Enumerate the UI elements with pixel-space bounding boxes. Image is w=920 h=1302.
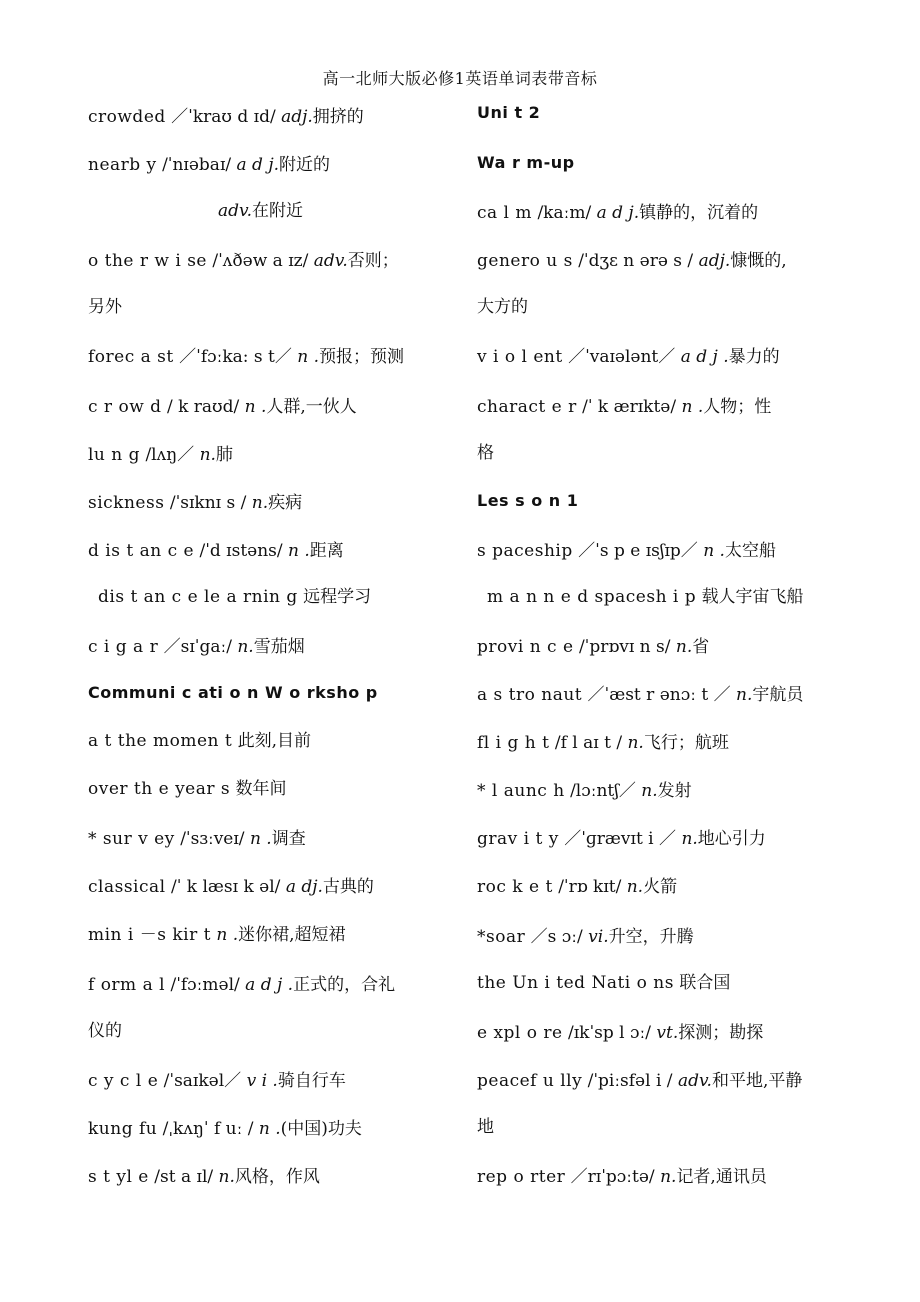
entry-word: Les s o n 1 bbox=[477, 491, 579, 510]
vocab-entry bbox=[88, 924, 346, 946]
entry-phonetic: /ˈpiːsfəl i / bbox=[587, 1071, 673, 1091]
vocab-entry bbox=[477, 202, 758, 224]
entry-pos: a d j . bbox=[680, 347, 729, 367]
entry-meaning: 距离 bbox=[309, 541, 344, 561]
page-title: 高一北师大版必修1英语单词表带音标 bbox=[322, 69, 598, 88]
entry-meaning: 古典的 bbox=[322, 877, 374, 897]
entry-word: provi n c e bbox=[477, 637, 574, 657]
vocab-entry bbox=[218, 200, 303, 222]
entry-meaning: 人群,一伙人 bbox=[266, 397, 357, 417]
entry-meaning: (中国)功夫 bbox=[280, 1119, 362, 1139]
entry-pos: n. bbox=[627, 733, 644, 753]
vocab-entry bbox=[88, 1118, 362, 1140]
entry-meaning: 拥挤的 bbox=[312, 107, 364, 127]
entry-pos: n . bbox=[216, 925, 239, 945]
entry-word: rep o rter bbox=[477, 1167, 566, 1187]
vocab-entry bbox=[88, 876, 374, 898]
entry-pos: n . bbox=[703, 541, 725, 561]
entry-meaning: 正式的，合礼 bbox=[293, 975, 396, 995]
entry-phonetic: /ˌkʌŋˈ f uː / bbox=[162, 1119, 254, 1139]
entry-meaning: 和平地,平静 bbox=[711, 1071, 803, 1091]
entry-word: grav i t y bbox=[477, 829, 559, 849]
vocab-entry bbox=[88, 250, 399, 272]
entry-word: c i g a r bbox=[88, 637, 159, 657]
entry-word: fl i g h t bbox=[477, 733, 550, 753]
entry-meaning: 此刻,目前 bbox=[237, 731, 312, 751]
entry-phonetic: /ˈsɪknɪ s / bbox=[169, 493, 247, 513]
entry-word: ca l m bbox=[477, 203, 533, 223]
entry-pos: n. bbox=[218, 1167, 235, 1187]
entry-word: m a n n e d spacesh i p bbox=[487, 587, 697, 607]
entry-pos: n. bbox=[736, 685, 753, 705]
vocab-entry bbox=[88, 974, 395, 996]
entry-word: a t the momen t bbox=[88, 731, 233, 751]
vocab-entry bbox=[487, 586, 804, 608]
vocab-entry bbox=[477, 1116, 494, 1138]
entry-phonetic: /ˈ k læsɪ k əl/ bbox=[170, 877, 281, 897]
vocab-entry bbox=[477, 876, 677, 898]
entry-pos: n. bbox=[675, 637, 693, 657]
vocab-entry bbox=[477, 684, 803, 706]
entry-pos: n. bbox=[660, 1167, 677, 1187]
entry-word: s t yl e bbox=[88, 1167, 149, 1187]
entry-meaning: 人物；性 bbox=[703, 397, 772, 417]
entry-meaning: 镇静的，沉着的 bbox=[639, 203, 759, 223]
entry-phonetic: /st a ɪl/ bbox=[154, 1167, 214, 1187]
entry-meaning: 在附近 bbox=[252, 201, 304, 221]
vocab-entry bbox=[477, 732, 729, 754]
entry-word: crowded bbox=[88, 107, 166, 127]
entry-word: dis t an c e le a rnin g bbox=[98, 587, 298, 607]
entry-word: Uni t 2 bbox=[477, 103, 541, 122]
entry-meaning: 联合国 bbox=[679, 973, 731, 993]
entry-word: e xpl o re bbox=[477, 1023, 563, 1043]
entry-word: c r ow d bbox=[88, 397, 162, 417]
vocab-entry bbox=[477, 636, 709, 658]
entry-word: *soar bbox=[477, 927, 526, 947]
entry-meaning: 太空船 bbox=[724, 541, 776, 561]
vocab-entry bbox=[88, 540, 344, 562]
vocab-entry bbox=[88, 154, 330, 176]
entry-pos: n. bbox=[641, 781, 658, 801]
entry-meaning: 大方的 bbox=[477, 297, 528, 317]
vocab-entry bbox=[477, 1070, 802, 1092]
vocab-entry bbox=[88, 396, 357, 418]
entry-pos: n. bbox=[237, 637, 254, 657]
entry-phonetic: /ˈsɜːveɪ/ bbox=[180, 829, 245, 849]
entry-pos: adj. bbox=[281, 107, 313, 127]
vocab-entry bbox=[88, 778, 287, 800]
vocab-entry bbox=[477, 346, 780, 368]
entry-meaning: 探测；勘探 bbox=[678, 1023, 764, 1043]
entry-meaning: 地 bbox=[477, 1117, 494, 1137]
entry-pos: n. bbox=[626, 877, 644, 897]
section-heading bbox=[477, 102, 540, 124]
entry-meaning: 宇航员 bbox=[752, 685, 804, 705]
entry-word: forec a st bbox=[88, 347, 174, 367]
vocab-entry bbox=[88, 730, 311, 752]
entry-phonetic: /kaːm/ bbox=[537, 203, 592, 223]
entry-meaning: 慷慨的, bbox=[730, 251, 787, 271]
entry-word: min i －s kir t bbox=[88, 925, 211, 945]
section-heading bbox=[477, 490, 578, 512]
entry-word: * l aunc h bbox=[477, 781, 565, 801]
vocab-entry bbox=[88, 636, 305, 658]
entry-meaning: 雪茄烟 bbox=[253, 637, 305, 657]
vocab-entry bbox=[88, 1166, 320, 1188]
vocab-entry bbox=[477, 1166, 767, 1188]
entry-meaning: 飞行；航班 bbox=[643, 733, 729, 753]
entry-word: peacef u lly bbox=[477, 1071, 583, 1091]
entry-meaning: 省 bbox=[692, 637, 710, 657]
vocab-entry bbox=[477, 250, 787, 272]
entry-meaning: 预报；预测 bbox=[319, 347, 405, 367]
entry-pos: n. bbox=[681, 829, 698, 849]
vocab-entry bbox=[477, 540, 776, 562]
entry-phonetic: /ˈnɪəbaɪ/ bbox=[162, 155, 232, 175]
entry-phonetic: / k raʊd/ bbox=[166, 397, 240, 417]
vocab-entry bbox=[477, 780, 692, 802]
entry-meaning: 数年间 bbox=[235, 779, 287, 799]
entry-word: lu n g bbox=[88, 445, 141, 465]
entry-meaning: 升空，升腾 bbox=[608, 927, 694, 947]
entry-word: s paceship bbox=[477, 541, 573, 561]
entry-meaning: 肺 bbox=[215, 445, 233, 465]
section-heading bbox=[88, 682, 378, 704]
entry-meaning: 暴力的 bbox=[728, 347, 780, 367]
entry-phonetic: /ˈd ɪstəns/ bbox=[199, 541, 283, 561]
entry-meaning: 格 bbox=[477, 443, 494, 463]
entry-phonetic: /ˈ k ærɪktə/ bbox=[582, 397, 677, 417]
entry-meaning: 仪的 bbox=[88, 1021, 122, 1041]
entry-word: nearb y bbox=[88, 155, 157, 175]
entry-pos: n . bbox=[288, 541, 310, 561]
entry-word: c y c l e bbox=[88, 1071, 159, 1091]
vocab-entry bbox=[88, 444, 233, 466]
vocab-entry bbox=[88, 828, 306, 850]
entry-pos: vi. bbox=[588, 927, 609, 947]
entry-meaning: 发射 bbox=[657, 781, 692, 801]
vocab-entry bbox=[477, 926, 694, 948]
entry-phonetic: /ɪkˈsp l ɔː/ bbox=[568, 1023, 651, 1043]
entry-phonetic: ／ˈæst r ənɔː t ／ bbox=[587, 685, 731, 705]
vocab-entry bbox=[477, 296, 528, 318]
entry-phonetic: /ˈdʒɛ n ərə s / bbox=[578, 251, 694, 271]
entry-pos: n. bbox=[251, 493, 269, 513]
entry-pos: n . bbox=[297, 347, 320, 367]
entry-word: classical bbox=[88, 877, 166, 897]
entry-phonetic: /ˈʌðəw a ɪz/ bbox=[212, 251, 309, 271]
vocab-entry bbox=[477, 972, 730, 994]
entry-phonetic: ／ˈs p e ɪsʃɪp／ bbox=[578, 541, 698, 561]
entry-phonetic: /lɔːntʃ／ bbox=[570, 781, 636, 801]
vocab-entry bbox=[88, 1070, 346, 1092]
entry-pos: adj. bbox=[698, 251, 731, 271]
vocab-entry bbox=[98, 586, 371, 608]
vocab-entry bbox=[88, 1020, 122, 1042]
entry-word: o the r w i se bbox=[88, 251, 207, 271]
entry-word: Communi c ati o n W o rksho p bbox=[88, 683, 378, 702]
entry-phonetic: /ˈsaɪkəl／ bbox=[163, 1071, 242, 1091]
vocab-entry bbox=[477, 1022, 763, 1044]
entry-pos: vt. bbox=[656, 1023, 679, 1043]
entry-meaning: 风格，作风 bbox=[234, 1167, 320, 1187]
entry-phonetic: ／ˈfɔːka: s t／ bbox=[179, 347, 292, 367]
entry-phonetic: ／sɪˈgaː/ bbox=[163, 637, 232, 657]
entry-phonetic: /ˈfɔːməl/ bbox=[170, 975, 240, 995]
entry-meaning: 附近的 bbox=[279, 155, 331, 175]
entry-meaning: 另外 bbox=[88, 297, 122, 317]
entry-meaning: 骑自行车 bbox=[277, 1071, 346, 1091]
entry-word: the Un i ted Nati o ns bbox=[477, 973, 674, 993]
entry-phonetic: /lʌŋ／ bbox=[145, 445, 195, 465]
entry-meaning: 记者,通讯员 bbox=[676, 1167, 767, 1187]
entry-word: over th e year s bbox=[88, 779, 231, 799]
entry-phonetic: /ˈprɒvɪ n s/ bbox=[578, 637, 671, 657]
vocab-entry bbox=[88, 492, 302, 514]
entry-pos: a d j. bbox=[236, 155, 280, 175]
entry-pos: v i . bbox=[246, 1071, 278, 1091]
entry-pos: n . bbox=[244, 397, 267, 417]
vocab-entry bbox=[477, 442, 494, 464]
entry-meaning: 调查 bbox=[271, 829, 306, 849]
entry-phonetic: ／ˈkraʊ d ɪd/ bbox=[171, 107, 276, 127]
entry-phonetic: /ˈrɒ kɪt/ bbox=[558, 877, 622, 897]
vocab-entry bbox=[88, 346, 404, 368]
entry-word: a s tro naut bbox=[477, 685, 583, 705]
entry-word: Wa r m-up bbox=[477, 153, 575, 172]
entry-meaning: 疾病 bbox=[268, 493, 303, 513]
vocab-entry bbox=[477, 828, 766, 850]
vocab-entry bbox=[88, 106, 364, 128]
entry-word: genero u s bbox=[477, 251, 573, 271]
entry-meaning: 远程学习 bbox=[303, 587, 372, 607]
entry-word: kung fu bbox=[88, 1119, 158, 1139]
vocab-entry bbox=[477, 396, 771, 418]
entry-pos: adv. bbox=[313, 251, 348, 271]
entry-pos: adv. bbox=[218, 201, 253, 221]
entry-phonetic: ／s ɔː/ bbox=[530, 927, 583, 947]
entry-meaning: 火箭 bbox=[643, 877, 678, 897]
vocab-entry bbox=[88, 296, 122, 318]
entry-pos: a d j . bbox=[245, 975, 294, 995]
entry-pos: adv. bbox=[677, 1071, 712, 1091]
entry-phonetic: /f l aɪ t / bbox=[554, 733, 623, 753]
entry-word: sickness bbox=[88, 493, 165, 513]
entry-pos: n . bbox=[249, 829, 272, 849]
entry-word: d is t an c e bbox=[88, 541, 195, 561]
entry-pos: a dj. bbox=[285, 877, 323, 897]
entry-meaning: 迷你裙,超短裙 bbox=[238, 925, 346, 945]
section-heading bbox=[477, 152, 575, 174]
entry-pos: n . bbox=[258, 1119, 281, 1139]
entry-pos: a d j. bbox=[596, 203, 640, 223]
entry-phonetic: ／ˈvaɪələnt／ bbox=[568, 347, 676, 367]
entry-phonetic: ／rɪˈpɔːtə/ bbox=[570, 1167, 655, 1187]
entry-meaning: 地心引力 bbox=[697, 829, 766, 849]
entry-word: roc k e t bbox=[477, 877, 553, 897]
entry-word: f orm a l bbox=[88, 975, 166, 995]
entry-word: * sur v ey bbox=[88, 829, 175, 849]
entry-meaning: 否则； bbox=[347, 251, 399, 271]
entry-pos: n . bbox=[681, 397, 704, 417]
entry-phonetic: ／ˈɡrævɪt i ／ bbox=[564, 829, 677, 849]
entry-word: v i o l ent bbox=[477, 347, 563, 367]
entry-meaning: 载人宇宙飞船 bbox=[701, 587, 804, 607]
entry-pos: n. bbox=[199, 445, 216, 465]
entry-word: charact e r bbox=[477, 397, 577, 417]
